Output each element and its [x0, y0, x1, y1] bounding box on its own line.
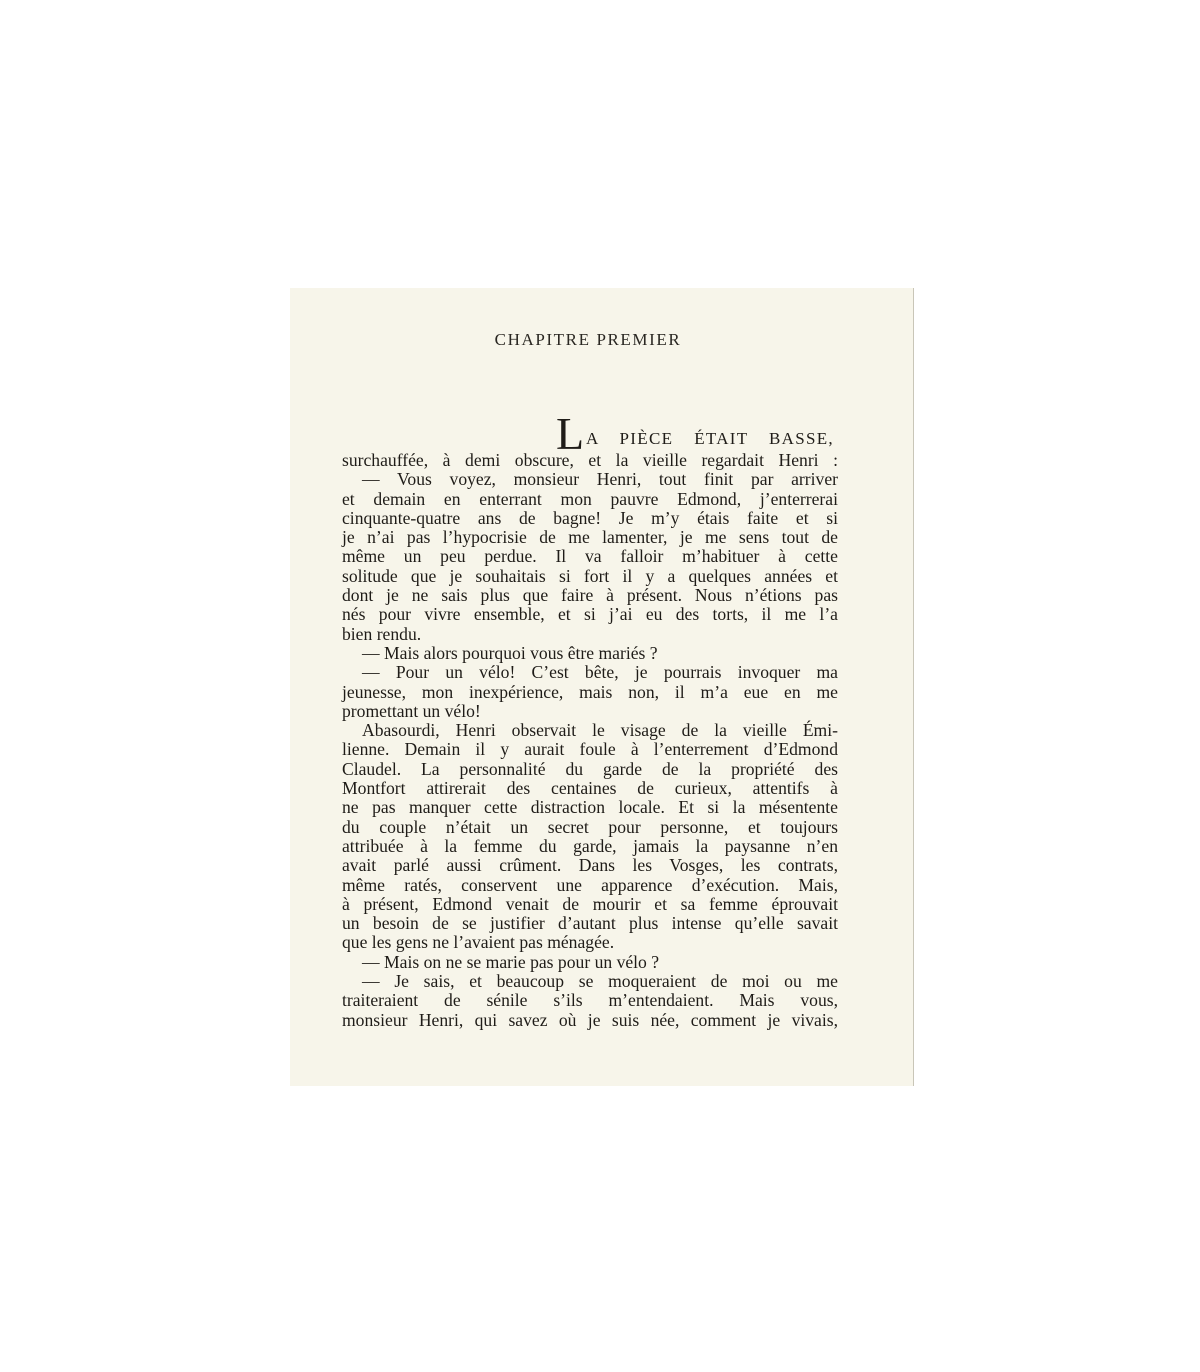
text-line: que les gens ne l’avaient pas ménagée. [342, 932, 615, 953]
text-line: ne pas manquer cette distraction locale. Et si la mésentente [342, 797, 838, 818]
text-line: dont je ne sais plus que faire à présent. Nous n’étions pas [342, 585, 838, 606]
book-page [290, 288, 914, 1086]
text-line: jeunesse, mon inexpérience, mais non, il m’a eue en me [342, 681, 838, 702]
text-line: même ratés, conservent une apparence d’exécution. Mais, [342, 874, 838, 895]
text-line: et demain en enterrant mon pauvre Edmond, j’enterrerai [342, 488, 838, 509]
chapter-body [342, 408, 838, 1030]
text-line: — Mais on ne se marie pas pour un vélo ? [362, 951, 660, 972]
text-line: un besoin de se justifier d’autant plus intense qu’elle savait [342, 913, 838, 934]
drop-cap: L [556, 408, 585, 459]
text-line: — Je sais, et beaucoup se moqueraient de moi ou me [362, 971, 838, 992]
opening-line-text: A PIÈCE ÉTAIT BASSE, [586, 429, 834, 448]
text-line: à présent, Edmond venait de mourir et sa femme éprouvait [342, 893, 838, 914]
text-line: nés pour vivre ensemble, et si j’ai eu des torts, il me l’a [342, 604, 838, 625]
text-line: Abasourdi, Henri observait le visage de la vieille Émi- [362, 720, 838, 741]
text-line: attribuée à la femme du garde, jamais la paysanne n’en [342, 835, 838, 856]
text-line: du couple n’était un secret pour personne, et toujours [342, 816, 838, 837]
text-line: solitude que je souhaitais si fort il y a quelques années et [342, 565, 838, 586]
text-line: Montfort attirerait des centaines de curieux, attentifs à [342, 778, 838, 799]
text-line: monsieur Henri, qui savez où je suis née, comment je vivais, [342, 1009, 838, 1030]
text-line: — Pour un vélo! C’est bête, je pourrais invoquer ma [362, 662, 838, 683]
text-line: promettant un vélo! [342, 700, 481, 721]
text-line: — Vous voyez, monsieur Henri, tout finit par arriver [362, 469, 838, 490]
text-line: traiteraient de sénile s’ils m’entendaient. Mais vous, [342, 990, 838, 1011]
text-line: avait parlé aussi crûment. Dans les Vosges, les contrats, [342, 855, 838, 876]
text-line: Claudel. La personnalité du garde de la propriété des [342, 758, 838, 779]
text-line: lienne. Demain il y aurait foule à l’enterrement d’Edmond [342, 739, 838, 760]
text-line: surchauffée, à demi obscure, et la vieille regardait Henri : [342, 450, 838, 470]
text-line: même un peu perdue. Il va falloir m’habituer à cette [342, 546, 838, 567]
chapter-title: CHAPITRE PREMIER [494, 330, 682, 349]
opening-line [342, 408, 838, 459]
text-line: bien rendu. [342, 623, 422, 644]
text-line: — Mais alors pourquoi vous être mariés ? [362, 642, 658, 663]
text-line: cinquante-quatre ans de bagne! Je m’y étais faite et si [342, 507, 838, 528]
text-line: je n’ai pas l’hypocrisie de me lamenter, je me sens tout de [342, 527, 838, 548]
